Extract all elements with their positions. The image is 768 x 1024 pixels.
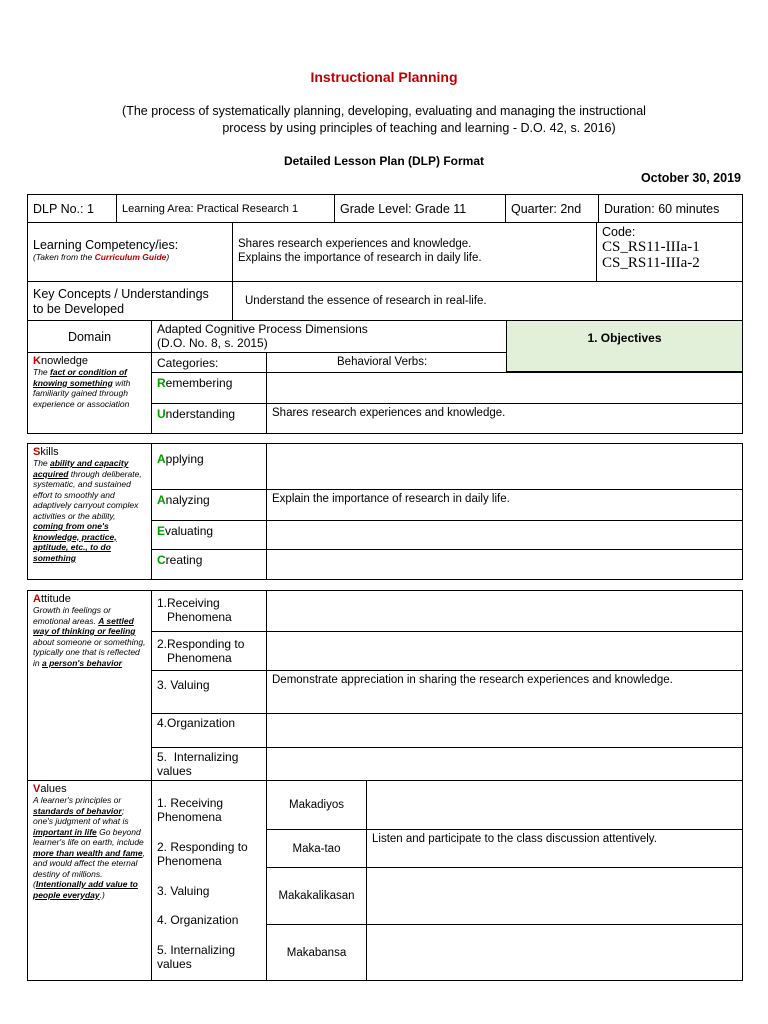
knowledge-label: nowledge: [40, 355, 89, 367]
adapted-line-2: (D.O. No. 8, s. 2015): [157, 336, 268, 350]
adapted-line-1: Adapted Cognitive Process Dimensions: [157, 322, 368, 336]
intro-text: [0, 103, 768, 137]
adapted-dimensions-header: [151, 320, 507, 353]
grade-level: Grade Level: Grade 11: [334, 194, 506, 223]
intro-line-1: (The process of systematically planning, developing, evaluating and managing the instructional: [122, 104, 646, 118]
competency-label: Learning Competency/ies:: [33, 238, 179, 252]
core-value-makakalikasan: Makakalikasan: [266, 867, 367, 925]
competency-note-end: ): [166, 252, 170, 262]
attitude-category-valuing: [151, 670, 267, 714]
values-initial: V: [33, 783, 41, 795]
learning-area: Learning Area: Practical Research 1: [116, 194, 335, 223]
categories-header: Categories:: [151, 352, 267, 373]
category-line-1: Valuing: [170, 678, 210, 692]
attitude-verb-valuing: Demonstrate appreciation in sharing the research experiences and knowledge.: [266, 670, 743, 714]
attitude-category-receiving: [151, 590, 267, 632]
attitude-initial: A: [33, 593, 41, 605]
category-number: 5.: [157, 750, 168, 764]
duration: Duration: 60 minutes: [598, 194, 743, 223]
date: October 30, 2019: [640, 171, 741, 185]
category-initial: A: [157, 452, 166, 466]
category-initial: R: [157, 376, 166, 390]
values-desc-mid1: ; one's judgment of what is: [33, 805, 129, 826]
knowledge-domain: [27, 352, 152, 434]
skills-initial: S: [33, 446, 41, 458]
code-label: Code:: [602, 225, 636, 239]
key-concepts-label: [27, 281, 233, 321]
dlp-format-title: Detailed Lesson Plan (DLP) Format: [283, 154, 485, 168]
knowledge-category-remembering: [151, 372, 267, 404]
attitude-verb-responding: [266, 631, 743, 671]
attitude-category-internalizing: [151, 747, 267, 781]
key-concepts-value: Understand the essence of research in real-life.: [232, 281, 743, 321]
core-value-makadiyos: Makadiyos: [266, 780, 367, 830]
category-line-2: values: [157, 764, 192, 778]
objectives-header: 1. Objectives: [506, 320, 743, 372]
skills-domain: [27, 443, 152, 580]
category-line-1: Organization: [167, 716, 236, 730]
values-desc-mid3: , and would affect the eternal destiny of millions. (: [33, 847, 145, 889]
values-label: alues: [40, 783, 67, 795]
category-line-1: Receiving: [167, 596, 220, 610]
competency-note: (Taken from the: [33, 252, 95, 262]
skills-label: kills: [40, 446, 59, 458]
quarter: Quarter: 2nd: [505, 194, 599, 223]
values-desc: [33, 795, 146, 900]
values-verb-makatao: Listen and participate to the class discussion attentively.: [366, 829, 743, 868]
category-label: nderstanding: [165, 407, 236, 421]
domain-header: Domain: [27, 320, 152, 353]
competency-line-2: Explains the importance of research in daily life.: [238, 252, 482, 264]
category-line-1: Internalizing: [173, 750, 239, 764]
category-label: valuating: [165, 524, 214, 538]
knowledge-category-understanding: [151, 403, 267, 434]
key-concepts-line-1: Key Concepts / Understandings: [33, 287, 209, 301]
code-cell: [596, 222, 743, 282]
code-1: CS_RS11-IIIa-1: [602, 239, 700, 255]
category-number: 4.: [157, 716, 168, 730]
dlp-no: DLP No.: 1: [27, 194, 117, 223]
skills-desc-u1: ability and capacity acquired: [33, 458, 129, 479]
values-verb-makadiyos: [366, 780, 743, 830]
values-domain: [27, 780, 152, 981]
values-desc-pre: A learner's principles or: [33, 795, 122, 805]
skills-verb-analyzing: Explain the importance of research in daily life.: [266, 489, 743, 521]
core-value-makabansa: Makabansa: [266, 924, 367, 981]
skills-desc-pre: The: [33, 458, 51, 468]
values-level-internalizing: 5. Internalizing values: [157, 943, 236, 971]
values-level-valuing: 3. Valuing: [157, 884, 210, 898]
category-number: 3.: [157, 678, 168, 692]
skills-desc-mid: through deliberate, systematic, and sustained effort to smoothly and adaptively carryout complex activities or the ability,: [33, 468, 142, 521]
attitude-domain: [27, 590, 152, 781]
behavioral-verbs-header: Behavioral Verbs:: [266, 352, 507, 373]
curriculum-guide-link: Curriculum Guide: [94, 252, 167, 262]
skills-category-evaluating: [151, 520, 267, 550]
category-initial: C: [157, 553, 166, 567]
category-label: nalyzing: [165, 493, 210, 507]
values-level-receiving: 1. Receiving Phenomena: [157, 796, 224, 824]
attitude-desc: [33, 605, 146, 668]
category-line-2: Phenomena: [167, 610, 232, 624]
knowledge-desc-u1: fact or condition of knowing something: [33, 367, 127, 388]
values-desc-mid2: Go beyond learner's life on earth, include: [33, 826, 144, 847]
category-initial: U: [157, 407, 166, 421]
attitude-desc-u2: a person's behavior: [41, 657, 122, 668]
category-number: 2.: [157, 637, 168, 651]
attitude-category-responding: [151, 631, 267, 671]
knowledge-verb-understanding: Shares research experiences and knowledge.: [266, 403, 743, 434]
skills-category-creating: [151, 549, 267, 580]
knowledge-verb-remembering: [266, 372, 743, 404]
category-label: emembering: [165, 376, 233, 390]
values-desc-u1: standards of behavior: [33, 805, 122, 816]
competency-values: [232, 222, 597, 282]
values-level-responding: 2. Responding to Phenomena: [157, 840, 248, 868]
skills-desc: [33, 458, 146, 563]
attitude-label: ttitude: [40, 593, 71, 605]
attitude-category-organization: [151, 713, 267, 748]
values-desc-u3: more than wealth and fame: [33, 847, 143, 858]
knowledge-desc-pre: The: [33, 367, 51, 377]
competency-label-cell: [27, 222, 233, 282]
values-levels: [151, 780, 267, 981]
values-desc-post: .): [99, 889, 105, 900]
attitude-verb-internalizing: [266, 747, 743, 781]
page-title: Instructional Planning: [310, 69, 458, 85]
attitude-verb-receiving: [266, 590, 743, 632]
skills-verb-evaluating: [266, 520, 743, 550]
code-2: CS_RS11-IIIa-2: [602, 255, 700, 271]
values-desc-u4: Intentionally add value to people everyday: [33, 879, 138, 900]
values-desc-u2: important in life: [33, 826, 97, 837]
attitude-desc-mid: about someone or something, typically one that is reflected in: [33, 636, 146, 668]
category-label: pplying: [165, 452, 204, 466]
attitude-desc-u1: A settled way of thinking or feeling: [33, 615, 136, 636]
skills-desc-u2: coming from one's knowledge, practice, aptitude, etc., to do something: [33, 521, 117, 563]
category-label: reating: [165, 553, 203, 567]
attitude-desc-pre: Growth in feelings or emotional areas.: [33, 605, 111, 626]
attitude-verb-organization: [266, 713, 743, 748]
core-value-makatao: Maka-tao: [266, 829, 367, 868]
skills-category-analyzing: [151, 489, 267, 521]
category-line-2: Phenomena: [167, 651, 232, 665]
category-initial: A: [157, 493, 166, 507]
values-verb-makakalikasan: [366, 867, 743, 925]
values-level-organization: 4. Organization: [157, 913, 239, 927]
competency-line-1: Shares research experiences and knowledge.: [238, 238, 472, 250]
skills-category-applying: [151, 443, 267, 490]
knowledge-initial: K: [33, 355, 41, 367]
category-line-1: Responding to: [167, 637, 245, 651]
skills-verb-creating: [266, 549, 743, 580]
category-initial: E: [157, 524, 166, 538]
knowledge-desc-post: with familiarity gained through experience or association: [33, 377, 131, 409]
intro-line-2: process by using principles of teaching and learning - D.O. 42, s. 2016): [222, 121, 616, 135]
key-concepts-line-2: to be Developed: [33, 302, 125, 316]
category-number: 1.: [157, 596, 168, 610]
skills-verb-applying: [266, 443, 743, 490]
knowledge-desc: [33, 367, 146, 409]
values-verb-makabansa: [366, 924, 743, 981]
